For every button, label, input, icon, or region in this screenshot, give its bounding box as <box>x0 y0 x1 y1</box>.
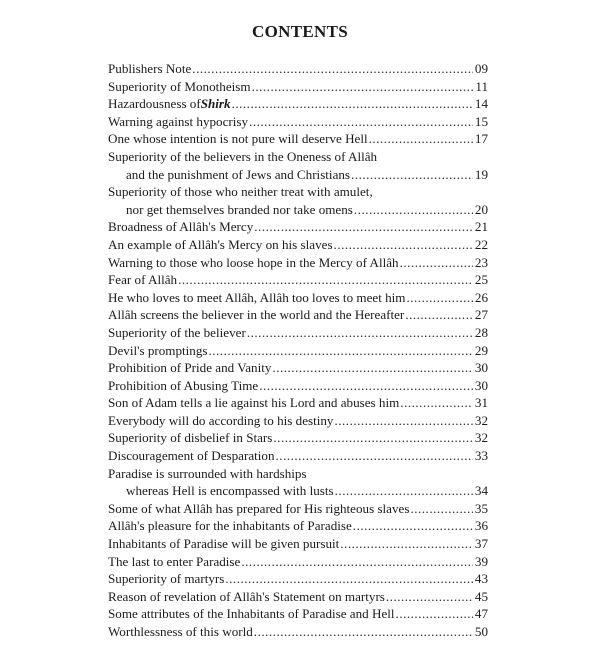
toc-entry-title: Reason of revelation of Allâh's Statement on martyrs <box>108 588 385 604</box>
toc-entry-line <box>108 412 488 430</box>
toc-entry-line <box>108 482 488 500</box>
toc-entry <box>108 130 488 148</box>
toc-page-number: 34 <box>474 483 488 499</box>
toc-entry <box>108 500 488 518</box>
toc-page-number: 36 <box>474 518 488 534</box>
dot-leader <box>410 500 473 518</box>
toc-entry <box>108 324 488 342</box>
toc-entry-line <box>108 570 488 588</box>
toc-entry-title: Superiority of martyrs <box>108 571 225 587</box>
toc-page-number: 19 <box>474 166 488 182</box>
toc-entry-line <box>108 166 488 184</box>
toc-entry-title: Prohibition of Abusing Time <box>108 377 259 393</box>
toc-entry-line <box>108 500 488 518</box>
dot-leader <box>276 447 473 465</box>
toc-entry-line <box>108 342 488 360</box>
toc-page-number: 30 <box>474 377 488 393</box>
dot-leader <box>354 201 473 219</box>
toc-entry-title: One whose intention is not pure will deserve Hell <box>108 131 368 147</box>
dot-leader <box>254 218 473 236</box>
toc-entry-title: Fear of Allâh <box>108 272 178 288</box>
dot-leader <box>351 166 473 184</box>
toc-entry-line <box>108 465 488 483</box>
toc-entry <box>108 447 488 465</box>
toc-entry <box>108 60 488 78</box>
toc-entry-title: Some of what Allâh has prepared for His righteous slaves <box>108 500 410 516</box>
toc-page-number: 28 <box>474 324 488 340</box>
toc-entry-line <box>108 359 488 377</box>
toc-entry <box>108 342 488 360</box>
toc-page-number: 33 <box>474 448 488 464</box>
toc-entry-line <box>108 218 488 236</box>
toc-entry-line <box>108 429 488 447</box>
toc-page-number: 32 <box>474 430 488 446</box>
toc-entry <box>108 394 488 412</box>
toc-entry-title: The last to enter Paradise <box>108 553 241 569</box>
dot-leader <box>259 377 473 395</box>
toc-entry-title: An example of Allâh's Mercy on his slaves <box>108 236 333 252</box>
toc-entry-title: Superiority of the believers in the Oneness of Allâh <box>108 148 378 164</box>
toc-entry-title: whereas Hell is encompassed with lusts <box>126 483 334 499</box>
dot-leader <box>334 236 473 254</box>
toc-page-number: 21 <box>474 219 488 235</box>
toc-page-number: 14 <box>474 96 488 112</box>
toc-entry <box>108 95 488 113</box>
toc-page-number: 32 <box>474 412 488 428</box>
toc-entry-line <box>108 78 488 96</box>
toc-entry <box>108 517 488 535</box>
toc-entry-line <box>108 553 488 571</box>
toc-page-number: 27 <box>474 307 488 323</box>
toc-page-number: 30 <box>474 360 488 376</box>
toc-entry-title: Superiority of the believer <box>108 324 246 340</box>
toc-entry <box>108 535 488 553</box>
toc-entry-title: Devil's promptings <box>108 342 208 358</box>
dot-leader <box>272 359 473 377</box>
toc-page-number: 45 <box>474 588 488 604</box>
dot-leader <box>405 306 473 324</box>
toc-entry-title: Superiority of Monotheism <box>108 78 251 94</box>
dot-leader <box>396 605 473 623</box>
toc-page-number: 17 <box>474 131 488 147</box>
toc-entry-line <box>108 377 488 395</box>
toc-entry-title: Discouragement of Desparation <box>108 448 275 464</box>
dot-leader <box>406 289 473 307</box>
toc-page-number: 29 <box>474 342 488 358</box>
dot-leader <box>334 412 473 430</box>
toc-entry-title: Allâh's pleasure for the inhabitants of Paradise <box>108 518 352 534</box>
toc-entry-title: Everybody will do according to his destiny <box>108 412 334 428</box>
toc-page-number: 39 <box>474 553 488 569</box>
toc-entry <box>108 553 488 571</box>
toc-entry-title: Prohibition of Pride and Vanity <box>108 360 272 376</box>
toc-entry-line <box>108 535 488 553</box>
toc-entry-line <box>108 289 488 307</box>
toc-entry-title: Warning against hypocrisy <box>108 113 249 129</box>
toc-page-number: 22 <box>474 236 488 252</box>
toc-entry <box>108 359 488 377</box>
toc-entry-emphasis: Shirk <box>200 96 231 112</box>
toc-entry-title: Inhabitants of Paradise will be given pursuit <box>108 536 340 552</box>
toc-entry-line <box>108 306 488 324</box>
toc-entry <box>108 289 488 307</box>
toc-page-number: 26 <box>474 289 488 305</box>
toc-entry-title: Superiority of those who neither treat with amulet, <box>108 184 373 200</box>
toc-page-number: 31 <box>474 395 488 411</box>
toc-page-number: 09 <box>474 61 488 76</box>
toc-entry-title: He who loves to meet Allâh, Allâh too loves to meet him <box>108 289 406 305</box>
dot-leader <box>353 517 473 535</box>
toc-entry-line <box>108 60 488 78</box>
dot-leader <box>340 535 473 553</box>
dot-leader <box>254 623 473 641</box>
toc-entry-title: and the punishment of Jews and Christians <box>126 166 351 182</box>
toc-entry-title: Warning to those who loose hope in the Mercy of Allâh <box>108 254 399 270</box>
toc-entry <box>108 605 488 623</box>
dot-leader <box>232 95 473 113</box>
toc-entry <box>108 148 488 183</box>
toc-entry <box>108 113 488 131</box>
toc-entry-title: Allâh screens the believer in the world and the Hereafter <box>108 307 405 323</box>
toc-entry-title: Some attributes of the Inhabitants of Paradise and Hell <box>108 606 395 622</box>
toc-page-number: 20 <box>474 201 488 217</box>
toc-entry-line <box>108 447 488 465</box>
toc-entry-line <box>108 588 488 606</box>
toc-page-number: 23 <box>474 254 488 270</box>
toc-entry-line <box>108 517 488 535</box>
dot-leader <box>249 113 473 131</box>
dot-leader <box>225 570 473 588</box>
toc-entry-title: Son of Adam tells a lie against his Lord and abuses him <box>108 395 400 411</box>
dot-leader <box>400 394 473 412</box>
toc-entry <box>108 623 488 641</box>
toc-entry-line <box>108 201 488 219</box>
toc-entry <box>108 271 488 289</box>
toc-entry <box>108 429 488 447</box>
toc-entry <box>108 254 488 272</box>
dot-leader <box>400 254 473 272</box>
toc-page-number: 43 <box>474 571 488 587</box>
toc-entry-title: Superiority of disbelief in Stars <box>108 430 273 446</box>
toc-entry-title: Hazardousness of <box>108 96 201 112</box>
dot-leader <box>369 130 473 148</box>
toc-entry-line <box>108 324 488 342</box>
toc-entry-line <box>108 95 488 113</box>
toc-entry-title: Paradise is surrounded with hardships <box>108 465 307 481</box>
toc-entry-line <box>108 183 488 201</box>
toc-entry <box>108 236 488 254</box>
toc-page-number: 11 <box>475 78 488 94</box>
toc-entry <box>108 218 488 236</box>
toc-entry <box>108 377 488 395</box>
toc-entry-title: nor get themselves branded nor take omens <box>126 201 353 217</box>
toc-page-number: 50 <box>474 624 488 639</box>
toc-entry-line <box>108 394 488 412</box>
dot-leader <box>192 60 473 78</box>
toc-entry-title: Worthlessness of this world <box>108 624 253 639</box>
toc-entry-title: Broadness of Allâh's Mercy <box>108 219 254 235</box>
toc-entry-line <box>108 130 488 148</box>
toc-entry <box>108 306 488 324</box>
toc-entry <box>108 183 488 218</box>
toc-entry-line <box>108 148 488 166</box>
toc-page-number: 47 <box>474 606 488 622</box>
toc-entry <box>108 465 488 500</box>
page-title: CONTENTS <box>252 22 348 41</box>
dot-leader <box>208 342 473 360</box>
toc-entry-line <box>108 605 488 623</box>
dot-leader <box>386 588 473 606</box>
toc-entry-line <box>108 254 488 272</box>
toc-entry-line <box>108 113 488 131</box>
dot-leader <box>252 78 473 96</box>
toc-page-number: 35 <box>474 500 488 516</box>
table-of-contents <box>108 60 488 641</box>
toc-entry-line <box>108 271 488 289</box>
dot-leader <box>178 271 473 289</box>
toc-entry <box>108 570 488 588</box>
toc-entry <box>108 588 488 606</box>
dot-leader <box>335 482 473 500</box>
toc-entry-line <box>108 623 488 641</box>
dot-leader <box>247 324 473 342</box>
dot-leader <box>273 429 473 447</box>
toc-entry-line <box>108 236 488 254</box>
dot-leader <box>241 553 473 571</box>
toc-page-number: 25 <box>474 272 488 288</box>
toc-entry <box>108 78 488 96</box>
toc-page-number: 15 <box>474 113 488 129</box>
toc-entry <box>108 412 488 430</box>
toc-page-number: 37 <box>474 536 488 552</box>
toc-entry-title: Publishers Note <box>108 61 192 76</box>
